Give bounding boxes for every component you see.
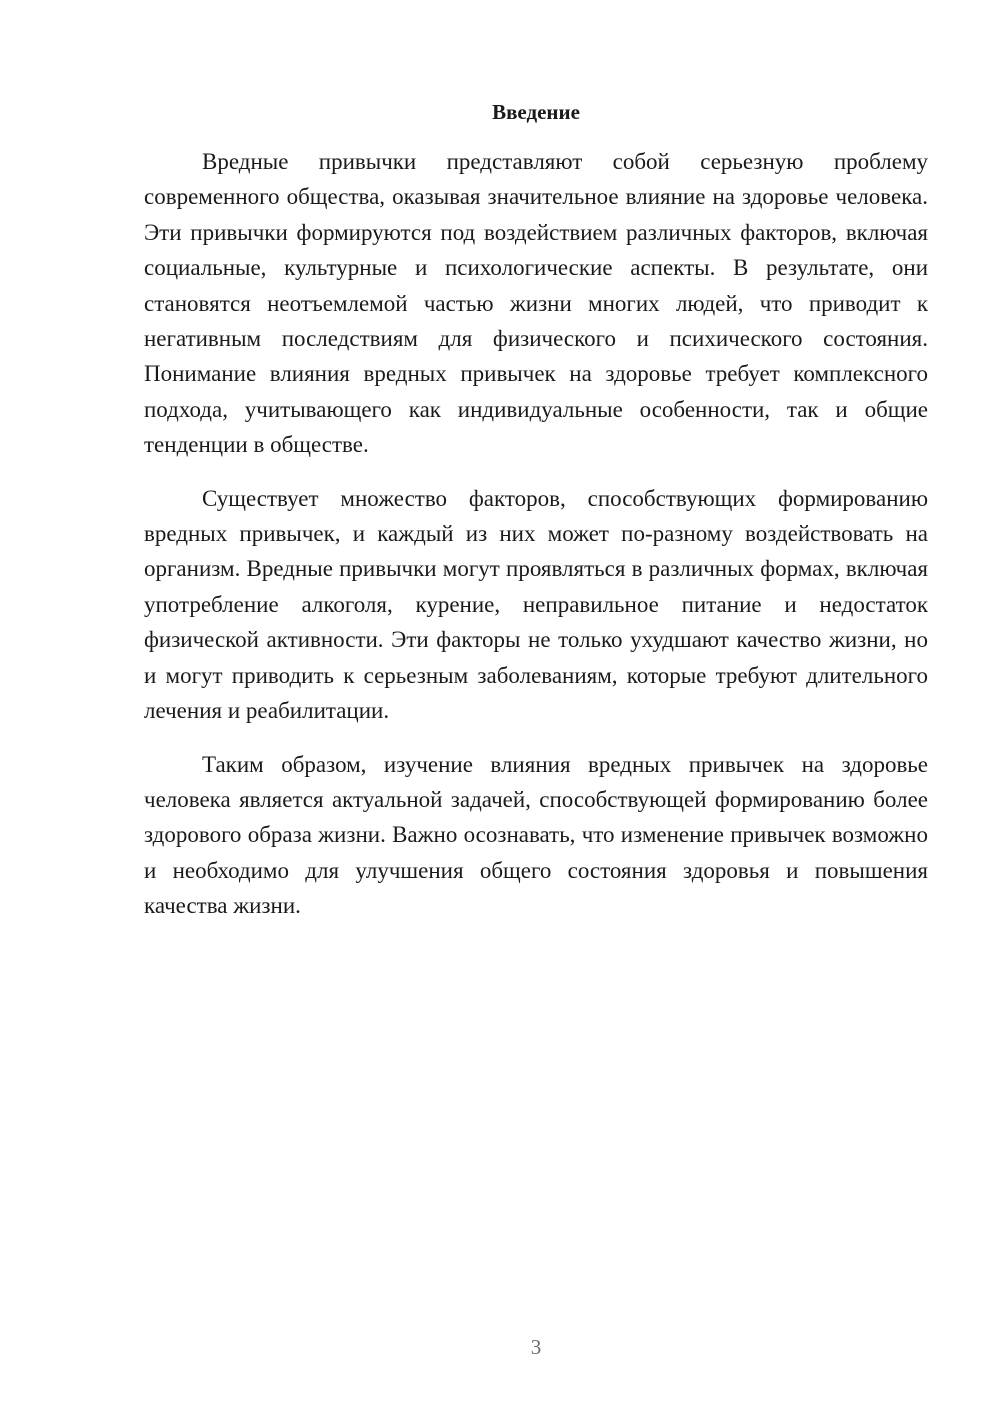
body-text <box>144 144 928 942</box>
paragraph-2: Существует множество факторов, способствующих формированию вредных привычек, и каждый из них может по-разному воздействовать на организм. Вредные привычки могут проявляться в различных формах, включая употребление алкоголя, курение, неправильное питание и недостаток физической активности. Эти факторы не только ухудшают качество жизни, но и могут приводить к серьезным заболеваниям, которые требуют длительного лечения и реабилитации. <box>144 485 928 724</box>
section-title: Введение <box>492 100 580 124</box>
page-number: 3 <box>530 1335 542 1359</box>
paragraph-1: Вредные привычки представляют собой серьезную проблему современного общества, оказывая значительное влияние на здоровье человека. Эти привычки формируются под воздействием различных факторов, включая социальные, культурные и психологические аспекты. В результате, они становятся неотъемлемой частью жизни многих людей, что приводит к негативным последствиям для физического и психического состояния. Понимание влияния вредных привычек на здоровье требует комплексного подхода, учитывающего как индивидуальные особенности, так и общие тенденции в обществе. <box>144 149 928 458</box>
paragraph-3: Таким образом, изучение влияния вредных привычек на здоровье человека является актуальной задачей, способствующей формированию более здорового образа жизни. Важно осознавать, что изменение привычек возможно и необходимо для улучшения общего состояния здоровья и повышения качества жизни. <box>144 751 928 919</box>
